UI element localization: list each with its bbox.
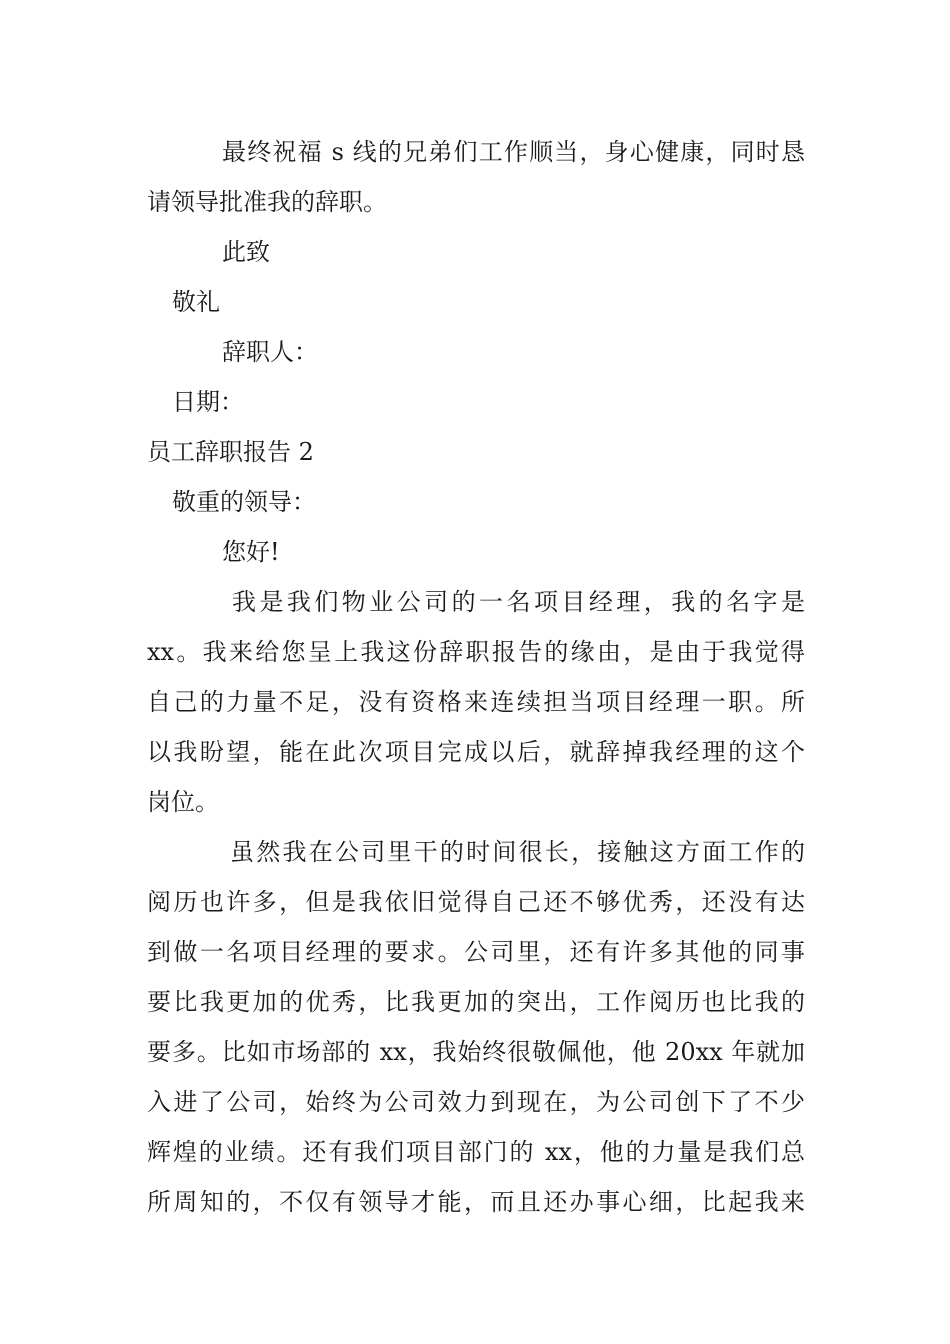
paragraph-2-line-6: 入进了公司，始终为公司效力到现在，为公司创下了不少 bbox=[147, 1088, 805, 1116]
paragraph-1-line-5: 岗位。 bbox=[147, 788, 219, 816]
paragraph-2-line-1: 虽然我在公司里干的时间很长，接触这方面工作的 bbox=[230, 838, 805, 866]
closing-paragraph-line-2: 请领导批准我的辞职。 bbox=[147, 188, 387, 216]
salutation-close: 此致 bbox=[222, 238, 270, 266]
paragraph-2-line-7: 辉煌的业绩。还有我们项目部门的 xx，他的力量是我们总 bbox=[147, 1138, 805, 1166]
paragraph-2-line-2: 阅历也许多，但是我依旧觉得自己还不够优秀，还没有达 bbox=[147, 888, 805, 916]
greeting: 敬重的领导： bbox=[172, 488, 316, 516]
paragraph-2-line-4: 要比我更加的优秀，比我更加的突出，工作阅历也比我的 bbox=[147, 988, 805, 1016]
closing-paragraph-line-1: 最终祝福 s 线的兄弟们工作顺当，身心健康，同时恳 bbox=[222, 138, 805, 166]
paragraph-1-line-4: 以我盼望，能在此次项目完成以后，就辞掉我经理的这个 bbox=[147, 738, 805, 766]
paragraph-2-line-3: 到做一名项目经理的要求。公司里，还有许多其他的同事 bbox=[147, 938, 805, 966]
paragraph-2-line-5: 要多。比如市场部的 xx，我始终很敬佩他，他 20xx 年就加 bbox=[147, 1038, 805, 1066]
date-label: 日期： bbox=[172, 388, 244, 416]
hello: 您好! bbox=[222, 538, 280, 566]
paragraph-2-line-8: 所周知的，不仅有领导才能，而且还办事心细，比起我来 bbox=[147, 1188, 805, 1216]
signer-label: 辞职人： bbox=[222, 338, 318, 366]
regards: 敬礼 bbox=[172, 288, 220, 316]
paragraph-1-line-3: 自己的力量不足，没有资格来连续担当项目经理一职。所 bbox=[147, 688, 805, 716]
paragraph-1-line-1: 我是我们物业公司的一名项目经理，我的名字是 bbox=[232, 588, 805, 616]
paragraph-1-line-2: xx。我来给您呈上我这份辞职报告的缘由，是由于我觉得 bbox=[147, 638, 805, 666]
section-title: 员工辞职报告 2 bbox=[147, 438, 314, 466]
